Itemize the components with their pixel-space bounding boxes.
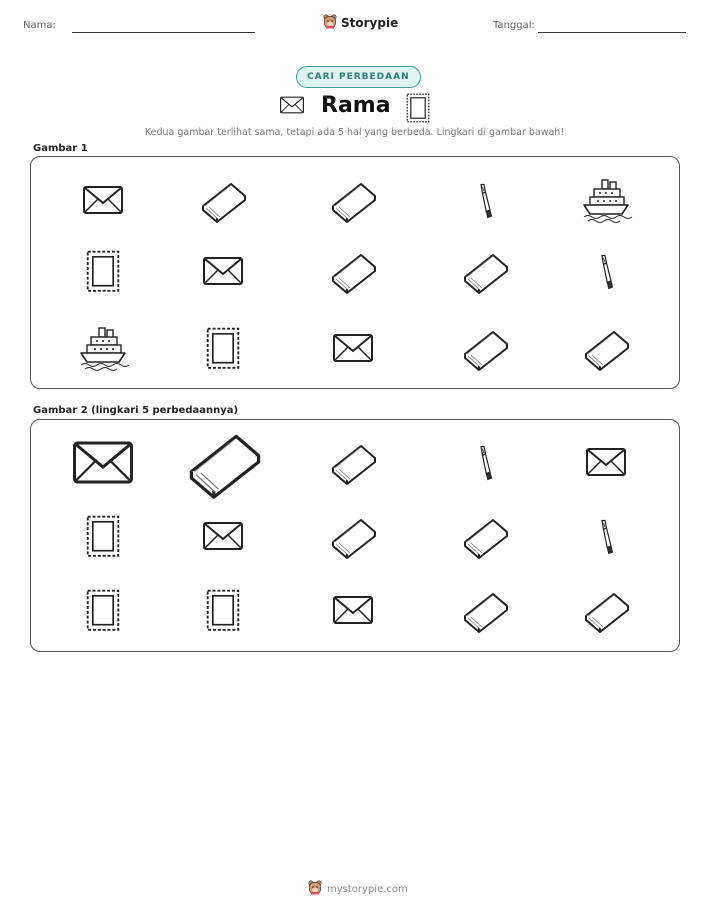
envelope-icon xyxy=(586,447,626,477)
stamp-icon xyxy=(86,250,120,293)
book-icon xyxy=(329,516,377,556)
name-label: Nama: xyxy=(23,20,56,31)
book-icon xyxy=(461,516,509,556)
envelope-icon xyxy=(333,595,373,625)
ship-icon xyxy=(79,326,127,370)
footer xyxy=(308,880,408,898)
book-icon xyxy=(329,442,377,482)
fountain-pen-icon xyxy=(599,254,614,289)
name-line xyxy=(72,32,255,33)
bear-logo-icon xyxy=(323,14,337,32)
fountain-pen-icon xyxy=(478,183,493,218)
fountain-pen-icon xyxy=(599,519,614,554)
date-line xyxy=(538,32,686,33)
envelope-icon xyxy=(203,256,243,286)
brand-logo xyxy=(323,14,398,32)
book-icon xyxy=(185,430,262,494)
footer-site: mystorypie.com xyxy=(327,883,408,895)
stamp-icon xyxy=(206,327,240,370)
book-icon xyxy=(329,251,377,291)
book-icon xyxy=(461,328,509,368)
stamp-icon xyxy=(86,589,120,632)
brand-name: Storypie xyxy=(341,16,399,30)
envelope-icon xyxy=(279,95,305,119)
book-icon xyxy=(582,590,630,630)
worksheet-title: Rama xyxy=(321,93,391,118)
envelope-icon xyxy=(73,440,133,485)
bear-logo-icon xyxy=(308,880,322,898)
stamp-icon xyxy=(405,92,431,128)
fountain-pen-icon xyxy=(478,445,493,480)
picture-1-label: Gambar 1 xyxy=(33,143,88,154)
envelope-icon xyxy=(333,333,373,363)
book-icon xyxy=(582,328,630,368)
instructions: Kedua gambar terlihat sama, tetapi ada 5 hal yang berbeda. Lingkari di gambar bawah! xyxy=(144,127,565,138)
envelope-icon xyxy=(83,185,123,215)
book-icon xyxy=(199,180,247,220)
date-label: Tanggal: xyxy=(493,20,535,31)
envelope-icon xyxy=(203,521,243,551)
book-icon xyxy=(329,180,377,220)
stamp-icon xyxy=(206,589,240,632)
activity-badge: CARI PERBEDAAN xyxy=(296,66,421,88)
stamp-icon xyxy=(86,515,120,558)
picture-2-label: Gambar 2 (lingkari 5 perbedaannya) xyxy=(33,405,239,416)
book-icon xyxy=(461,251,509,291)
ship-icon xyxy=(582,178,630,222)
book-icon xyxy=(461,590,509,630)
